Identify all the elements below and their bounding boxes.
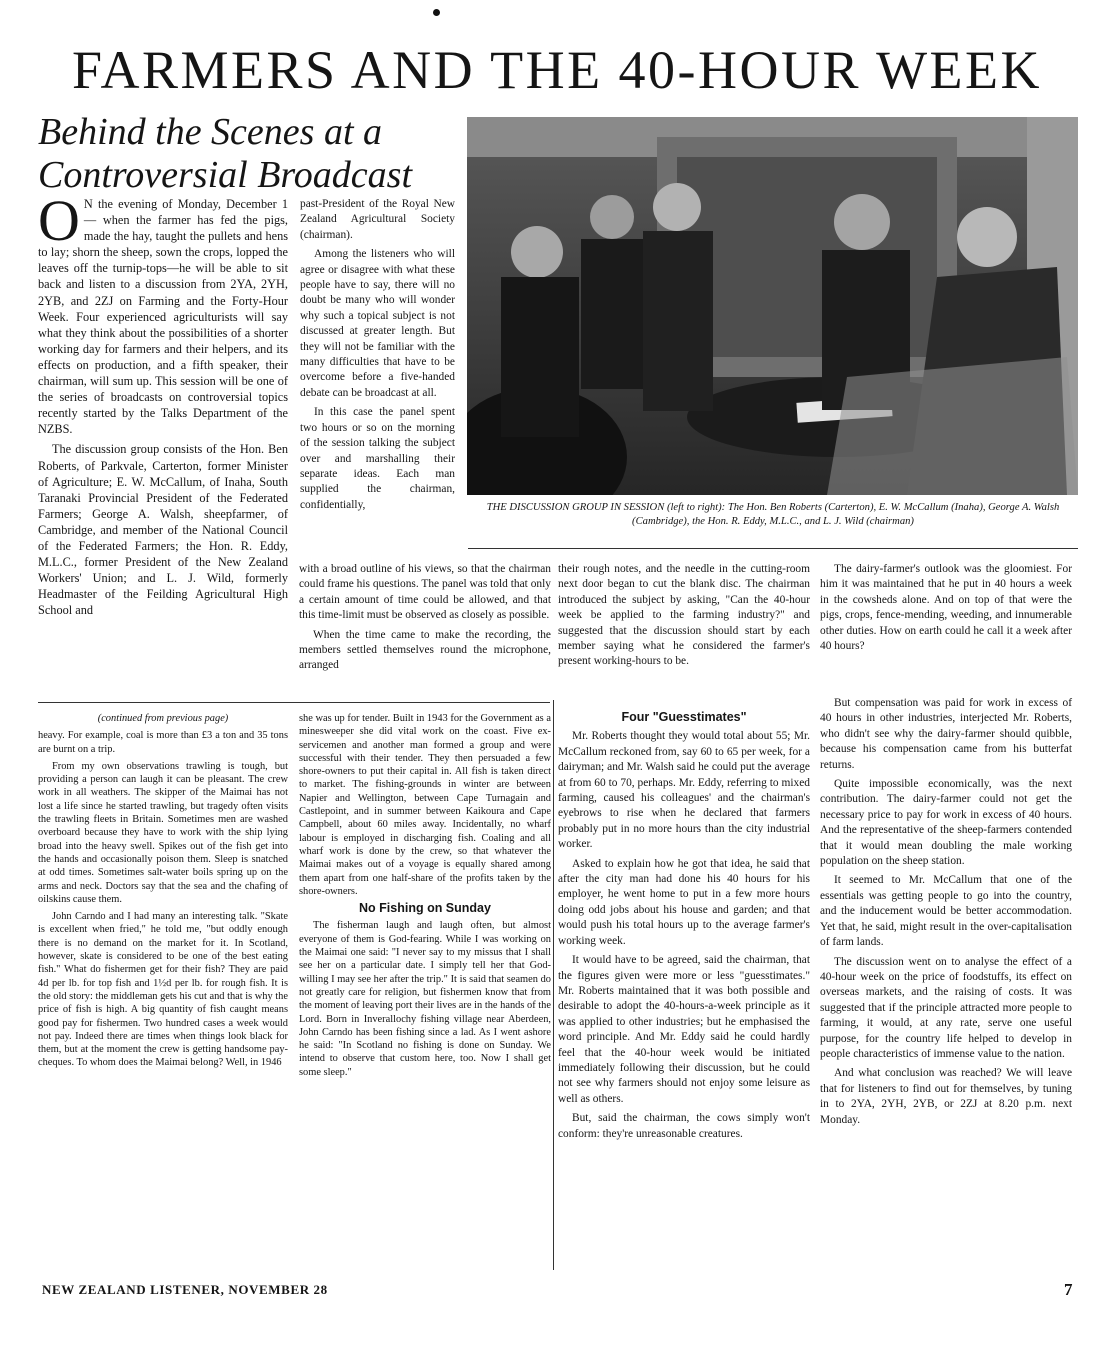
column-separator-rule — [553, 700, 554, 1270]
compensation-paragraph: But compensation was paid for work in excess of 40 hours in other industries, interjected Mr. Roberts, who didn't see why the dairy-farmer should quibble, because his compensation came from his butterfat returns. — [820, 697, 1072, 771]
drop-cap: O — [38, 188, 80, 253]
dairy-outlook-paragraph: The dairy-farmer's outlook was the gloomiest. For him it was maintained that he put in 40 hours a week in the cowsheds alone. And on top of that were the pigs, crops, fence-mending, weeding, and innumerable other duties. How on earth could he call it a week after 40 hours? — [820, 563, 1072, 653]
continued-note: (continued from previous page) — [97, 713, 229, 724]
intro-text: N the evening of Monday, December 1 — when the farmer has fed the pigs, made the hay, taught the pullets and hens to lay; shorn the sheep, sown the crops, lopped the leaves off the turnip-tops—he will be able to sit back and listen to a discussion from 2YA, 2YH, 2YB, and 2ZJ on Farming and the Forty-Hour Week. Four experienced agriculturists will say what they think about the possibilities of a shorter working day for farmers and their helpers, and its effects on production, and a fifth speaker, their chairman, will sum up. This session will be one of the series of broadcasts on controversial topics recently started by the Talks Department of the NZBS. — [38, 197, 288, 437]
guesstimates-heading: Four "Guesstimates" — [621, 710, 747, 724]
photo-caption — [470, 501, 1076, 529]
article-column-1 — [38, 188, 288, 622]
economics-paragraph: Quite impossible economically, was the next contribution. The dairy-farmer could not get the necessary price to pay for work in excess of 40 hours. And the representative of the sheep-farmers contended that it would mean doubling the male working population on the sheep station. — [820, 778, 1072, 868]
caption-lead: THE DISCUSSION GROUP IN SESSION — [486, 502, 665, 513]
top-bullet-dot — [433, 9, 440, 16]
photo-illustration — [467, 117, 1078, 495]
cows-paragraph: But, said the chairman, the cows simply won't conform: they're unreasonable creatures. — [558, 1112, 810, 1140]
article-column-4 — [820, 562, 1072, 658]
page-headline: FARMERS AND THE 40-HOUR WEEK — [71, 40, 1043, 100]
panel-preparation-paragraph: In this case the panel spent two hours or so on the morning of the session talking the subject over and marshalling their separate ideas. Each man supplied the chairman, confidentially, — [300, 406, 455, 511]
story-separator-rule — [38, 702, 550, 703]
sunday-paragraph: The fisherman laugh and laugh often, but almost everyone of them is God-fearing. While I was working on the Maimai one said: "I never say to my missus that I shall see her on a particular date. I simply tell her that God-willing I may see her after the trip." It is said that seamen do not greatly care for religion, but fishermen know that from the moment of leaving port their lives are in the hands of the Lord. Born in Inverallochy fishing village near Aberdeen, John Carndo has been fishing since a lad. As I went ashore he said: "In Scotland no fishing is done on Sunday. We intend to observe that custom here, too. Now I shall get some sleep." — [299, 920, 551, 1078]
article-column-4-lower — [820, 696, 1072, 1132]
time-limit-paragraph: with a broad outline of his views, so that the chairman could frame his questions. The panel was told that only a certain amount of time could be allowed, and that this time-limit must be observed as closely as possible. — [299, 563, 551, 622]
footer-page-number: 7 — [1064, 1280, 1073, 1299]
recording-paragraph: When the time came to make the recording, the members settled themselves round the microphone, arranged — [299, 628, 551, 672]
article-subhead: Behind the Scenes at a Controversial Broadcast — [38, 111, 413, 196]
conclusion-paragraph: And what conclusion was reached? We will leave that for listeners to find out for themselves, by tuning in to 2YA, 2YH, 2YB, or 2ZJ at 8.20 p.m. next Monday. — [820, 1067, 1072, 1126]
article-column-3 — [558, 562, 810, 674]
estimates-paragraph: Mr. Roberts thought they would total about 55; Mr. McCallum reckoned from, say 60 to 65 per week, for a dairyman; and Mr. Walsh said he could put the average at from 60 to 70, perhaps. Mr. Eddy, referring to mixed farming, caused his colleagues' and the chairman's eyebrows to rise when he declared that farmers probably put in no more hours than the city industrial worker. — [558, 730, 810, 851]
accommodation-paragraph: It seemed to Mr. McCallum that one of the essentials was getting people to go into the country, and the inducement would be better accommodation. Yet that, he said, might result in the over-capitalisation of farm lands. — [820, 874, 1072, 949]
panel-members-paragraph: The discussion group consists of the Hon. Ben Roberts, of Parkvale, Carterton, former Minister of Agriculture; E. W. McCallum, of Inaha, South Taranaki Provincial President of the Federated Farmers; George A. Walsh, sheepfarmer, of Cambridge, and member of the National Council of the Federated Farmers; the Hon. R. Eddy, M.L.C., former President of the New Zealand Workers' Union; and L. J. Wild, formerly Headmaster of the Feilding Agricultural High School and — [38, 442, 288, 618]
maimai-paragraph: she was up for tender. Built in 1943 for the Government as a minesweeper she did vital work on the coast. Five ex-servicemen and another man formed a group and were successful with their tender. They then persuaded a few shore-owners to put their capital in. All fish is taken direct to market. The fishing-grounds in winter are between Napier and Wellington, between Cape Turnagain and Castlepoint, and in summer between Kaikoura and Cape Campbell, about 60 miles away. Incidentally, no wharf labour is employed in discharging fish. Coaling and all wharf work is done by the crew, so that whatever the Maimai makes out of a voyage is equally shared among them apart from one half-share of the profits taken by the shore-owners. — [299, 713, 551, 897]
lower-column-2 — [299, 712, 551, 1083]
article-column-3-lower — [558, 710, 810, 1146]
coal-paragraph: heavy. For example, coal is more than £3 a ton and 35 tons are burnt on a trip. — [38, 730, 288, 755]
discussion-group-photo — [467, 117, 1078, 495]
listeners-paragraph: Among the listeners who will agree or disagree with what these people have to say, there will no doubt be many who will wonder why such a topical subject is not discussed at greater length. But they will not be familiar with the many difficulties that have to be overcome before a five-handed debate can be broadcast at all. — [300, 248, 455, 399]
skate-paragraph: John Carndo and I had many an interesting talk. "Skate is excellent when fried," he told me, "but oddly enough there is no demand on the market for it. In Scotland, however, skate is considered to be one of the best eating fish." What do fishermen get for their fish? They are paid 4d per lb. for top fish and 1½d per lb. for rough fish. It is the old story: the middleman gets his cut and that is why the price of fish is high. A big quantity of fish caught means good pay for fishermen. Two hundred cases a week would not pay. Indeed there are times when things look black for them, but at the moment the crew is getting handsome pay-cheques. To whom does the Maimai belong? Well, in 1946 — [38, 911, 288, 1069]
recording-start-paragraph: their rough notes, and the needle in the cutting-room next door began to cut the blank disc. The chairman introduced the subject by asking, "Can the 40-hour week be applied to the farming industry?" and suggested that the discussion should start by each member saying what he considered the farmer's present working-hours to be. — [558, 563, 810, 668]
no-fishing-heading: No Fishing on Sunday — [359, 901, 491, 916]
footer-publication: NEW ZEALAND LISTENER, NOVEMBER 28 — [42, 1282, 328, 1297]
trawling-paragraph: From my own observations trawling is tough, but providing a person can laugh it can be pleasant. The crew work in all weathers. The skipper of the Maimai has not lost a life since he started trawling, but tragedy often visits the trawling fleets in Britain. Sometimes men are washed overboard because they have to work with the ship lying broad into the heavy swell. Spikes out of the fish get into the hands and occasionally poison them. Sleep is snatched at odd times. Sometimes salt-water boils spring up on the arms and neck. Doctors say that the sea and the chafing of oilskins cause them. — [38, 760, 288, 905]
article-column-2 — [300, 197, 455, 517]
principle-paragraph: It would have to be agreed, said the chairman, that the figures given were more or less "guesstimates." Mr. Roberts maintained that it was both possible and desirable to adopt the 40-hours-a-week principle as it was applied to other industries; but he emphasised the word principle. And Mr. Eddy said he could hardly feel that the 40-hour week would be initiated immediately following their discussion, but he could not see why farmers should not enjoy some leisure as well as others. — [558, 954, 810, 1105]
foodstuffs-paragraph: The discussion went on to analyse the effect of a 40-hour week on the price of foodstuffs, its effect on overseas markets, and the raising of costs. It was suggested that if the principle attracted more people to farming, it would, at any rate, serve one useful purpose, for the country life helped to develop in people characteristics of immense value to the nation. — [820, 955, 1072, 1060]
caption-text: (left to right): The Hon. Ben Roberts (Carterton), E. W. McCallum (Inaha), George A. Walsh (Cambridge), the Hon. R. Eddy, M.L.C., and L. J. Wild (chairman) — [632, 502, 1060, 527]
article-intro-paragraph — [38, 188, 288, 437]
chairman-paragraph: past-President of the Royal New Zealand Agricultural Society (chairman). — [300, 198, 455, 241]
article-column-2-wide — [299, 562, 551, 678]
lower-column-1 — [38, 712, 288, 1074]
caption-rule — [468, 548, 1078, 549]
city-man-paragraph: Asked to explain how he got that idea, he said that after the city man had done his 40 hours for his employer, he went home to put in a few more hours doing odd jobs about his house and garden; and that would push his total hours up to the average farmer's working week. — [558, 857, 810, 947]
